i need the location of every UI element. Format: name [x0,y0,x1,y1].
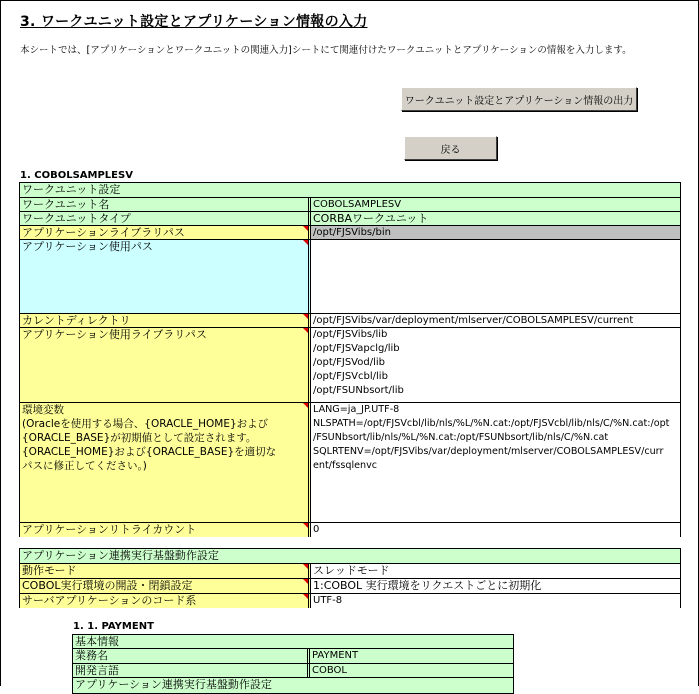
dev-language-label: 開発言語 [73,664,310,677]
apppath-label: アプリケーション使用パス [22,240,153,253]
cobol-env-value[interactable]: 1:COBOL 実行環境をリクエストごとに初期化 [311,579,680,593]
applib-line: /opt/FJSVod/lib [313,357,385,368]
mode-value[interactable]: スレッドモード [311,564,680,578]
comment-indicator-icon [303,579,308,584]
code-system-value[interactable]: UTF-8 [311,594,680,608]
workunit-name-value[interactable]: COBOLSAMPLESV [311,198,680,211]
linkage-header-2: アプリケーション連携実行基盤動作設定 [73,678,513,693]
back-button[interactable]: 戻る [404,136,497,160]
applib-line: /opt/FJSVapclg/lib [313,343,400,354]
curdir-label: カレントディレクトリ [22,314,131,327]
comment-indicator-icon [303,564,308,569]
section-heading: 1. COBOLSAMPLESV [20,170,133,181]
workunit-type-label: ワークユニットタイプ [20,212,311,225]
comment-indicator-icon [303,314,308,319]
workunit-type-value[interactable]: CORBAワークユニット [311,212,680,225]
applib-line: /opt/FSUNbsort/lib [313,385,404,396]
applib-value[interactable] [311,328,680,402]
retry-label: アプリケーションリトライカウント [22,523,197,536]
page-title: 3. ワークユニット設定とアプリケーション情報の入力 [20,14,368,30]
retry-value[interactable]: 0 [311,523,680,537]
libpath-label: アプリケーションライブラリパス [22,226,185,239]
comment-indicator-icon [303,403,308,408]
workunit-header: ワークユニット設定 [20,183,680,197]
page-description: 本シートでは、[アプリケーションとワークユニットの関連入力]シートにて関連付けたワークユニットとアプリケーションの情報を入力します。 [20,45,632,56]
env-label: 環境変数 (Oracleを使用する場合、{ORACLE_HOME}および {ORACLE_BASE}が初期値として設定されます。 {ORACLE_HOME}および{ORACLE_BASE}を適切な パスに修正してください。) [22,404,277,472]
comment-indicator-icon [303,226,308,231]
workunit-name-label: ワークユニット名 [20,198,311,211]
output-button[interactable]: ワークユニット設定とアプリケーション情報の出力 [401,87,637,111]
applib-line: /opt/FJSVibs/lib [313,329,388,340]
applib-line: /opt/FJSVcbl/lib [313,371,388,382]
dev-language-value[interactable]: COBOL [310,664,513,677]
business-name-value[interactable]: PAYMENT [310,649,513,663]
comment-indicator-icon [303,594,308,599]
basic-info-header: 基本情報 [73,635,513,648]
curdir-value[interactable]: /opt/FJSVibs/var/deployment/mlserver/COBOLSAMPLESV/current [311,314,680,327]
comment-indicator-icon [303,328,308,333]
code-system-label: サーバアプリケーションのコード系 [22,594,197,607]
workunit-table [19,182,681,537]
subsection-heading: 1. 1. PAYMENT [73,621,154,632]
applib-label: アプリケーション使用ライブラリパス [22,328,207,341]
linkage-header: アプリケーション連携実行基盤動作設定 [20,549,680,563]
apppath-value[interactable] [311,240,680,313]
env-value[interactable]: LANG=ja_JP.UTF-8 NLSPATH=/opt/FJSVcbl/lib/nls/%L/%N.cat:/opt/FJSVcbl/lib/nls/C/%N.cat:/opt /FSUNbsort/lib/nls/%L/%N.cat:/opt/FSUNbsort/lib/nls/C/%N.cat SQLRTENV=/opt/FJSVibs/var/deployment/mlserver/COBOLSAMPLESV/curr ent/fssqlenvc [311,403,680,522]
linkage-table [19,548,681,608]
mode-label: 動作モード [22,564,77,577]
cobol-env-label: COBOL実行環境の開設・閉鎖設定 [22,579,193,592]
basic-info-table [72,634,514,694]
business-name-label: 業務名 [73,649,310,663]
libpath-value[interactable]: /opt/FJSVibs/bin [311,226,680,239]
comment-indicator-icon [303,240,308,245]
comment-indicator-icon [303,523,308,528]
